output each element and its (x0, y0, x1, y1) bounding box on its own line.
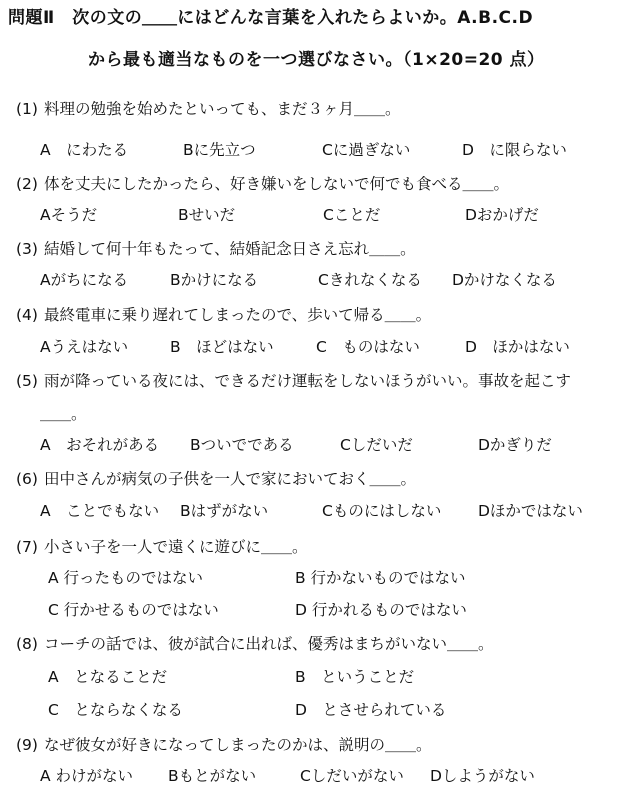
question-1 (16, 99, 400, 119)
option-9c: Cしだいがない (300, 767, 404, 785)
question-number: (8) (16, 635, 38, 653)
question-text: 最終電車に乗り遅れてしまったので、歩いて帰る＿＿。 (43, 306, 432, 324)
option-2b: Bせいだ (178, 206, 236, 224)
option-7a: A 行ったものではない (48, 569, 204, 587)
option-9a: A わけがない (40, 767, 134, 785)
header-line-1: 問題Ⅱ 次の文の＿＿にはどんな言葉を入れたらよいか。A.B.C.D (8, 8, 534, 28)
question-4 (16, 305, 431, 325)
question-text: 小さい子を一人で遠くに遊びに＿＿。 (43, 538, 308, 556)
option-6b: Bはずがない (180, 502, 269, 520)
question-9 (16, 735, 431, 755)
option-3c: Cきれなくなる (318, 271, 422, 289)
question-number: (9) (16, 736, 38, 754)
question-text: 結婚して何十年もたって、結婚記念日さえ忘れ＿＿。 (43, 240, 416, 258)
option-6c: Cものにはしない (322, 502, 442, 520)
option-5c: Cしだいだ (340, 436, 413, 454)
question-text: 雨が降っている夜には、できるだけ運転をしないほうがいい。事故を起こす (43, 372, 571, 390)
option-1a: A にわたる (40, 141, 129, 159)
question-text: 体を丈夫にしたかったら、好き嫌いをしないで何でも食べる＿＿。 (43, 175, 509, 193)
option-3b: Bかけになる (170, 271, 259, 289)
option-8c: C とならなくなる (48, 701, 183, 719)
option-7b: B 行かないものではない (295, 569, 466, 587)
option-8b: B ということだ (295, 668, 415, 686)
question-3 (16, 239, 416, 259)
question-number: (5) (16, 372, 38, 390)
option-2d: Dおかげだ (465, 206, 539, 224)
question-text: なぜ彼女が好きになってしまったのかは、説明の＿＿。 (43, 736, 432, 754)
option-3a: Aがちになる (40, 271, 129, 289)
question-8 (16, 634, 493, 654)
question-text: コーチの話では、彼が試合に出れば、優秀はまちがいない＿＿。 (43, 635, 494, 653)
question-6 (16, 469, 416, 489)
option-7c: C 行かせるものではない (48, 601, 219, 619)
question-number: (1) (16, 100, 38, 118)
question-text: 田中さんが病気の子供を一人で家においておく＿＿。 (43, 470, 416, 488)
option-5d: Dかぎりだ (478, 436, 552, 454)
question-text: 料理の勉強を始めたといっても、まだ３ヶ月＿＿。 (43, 100, 401, 118)
option-9b: Bもとがない (168, 767, 257, 785)
question-number: (7) (16, 538, 38, 556)
option-4d: D ほかはない (465, 338, 570, 356)
question-number: (4) (16, 306, 38, 324)
option-3d: Dかけなくなる (452, 271, 557, 289)
option-9d: Dしようがない (430, 767, 535, 785)
option-4b: B ほどはない (170, 338, 274, 356)
option-4a: Aうえはない (40, 338, 129, 356)
option-2a: Aそうだ (40, 206, 98, 224)
option-4c: C ものはない (316, 338, 420, 356)
option-1d: D に限らない (462, 141, 567, 159)
option-6a: A ことでもない (40, 502, 160, 520)
option-6d: Dほかではない (478, 502, 583, 520)
option-1b: Bに先立つ (183, 141, 256, 159)
question-5-continuation: ＿＿。 (40, 405, 87, 423)
option-8d: D とさせられている (295, 701, 447, 719)
option-5b: Bついでである (190, 436, 294, 454)
option-1c: Cに過ぎない (322, 141, 411, 159)
option-7d: D 行かれるものではない (295, 601, 467, 619)
question-number: (3) (16, 240, 38, 258)
header-line-2: から最も適当なものを一つ選びなさい。（1×20=20 点） (88, 50, 545, 70)
option-8a: A となることだ (48, 668, 168, 686)
question-number: (6) (16, 470, 38, 488)
question-number: (2) (16, 175, 38, 193)
question-5 (16, 371, 571, 391)
option-2c: Cことだ (323, 206, 381, 224)
question-7 (16, 537, 307, 557)
option-5a: A おそれがある (40, 436, 160, 454)
question-2 (16, 174, 509, 194)
